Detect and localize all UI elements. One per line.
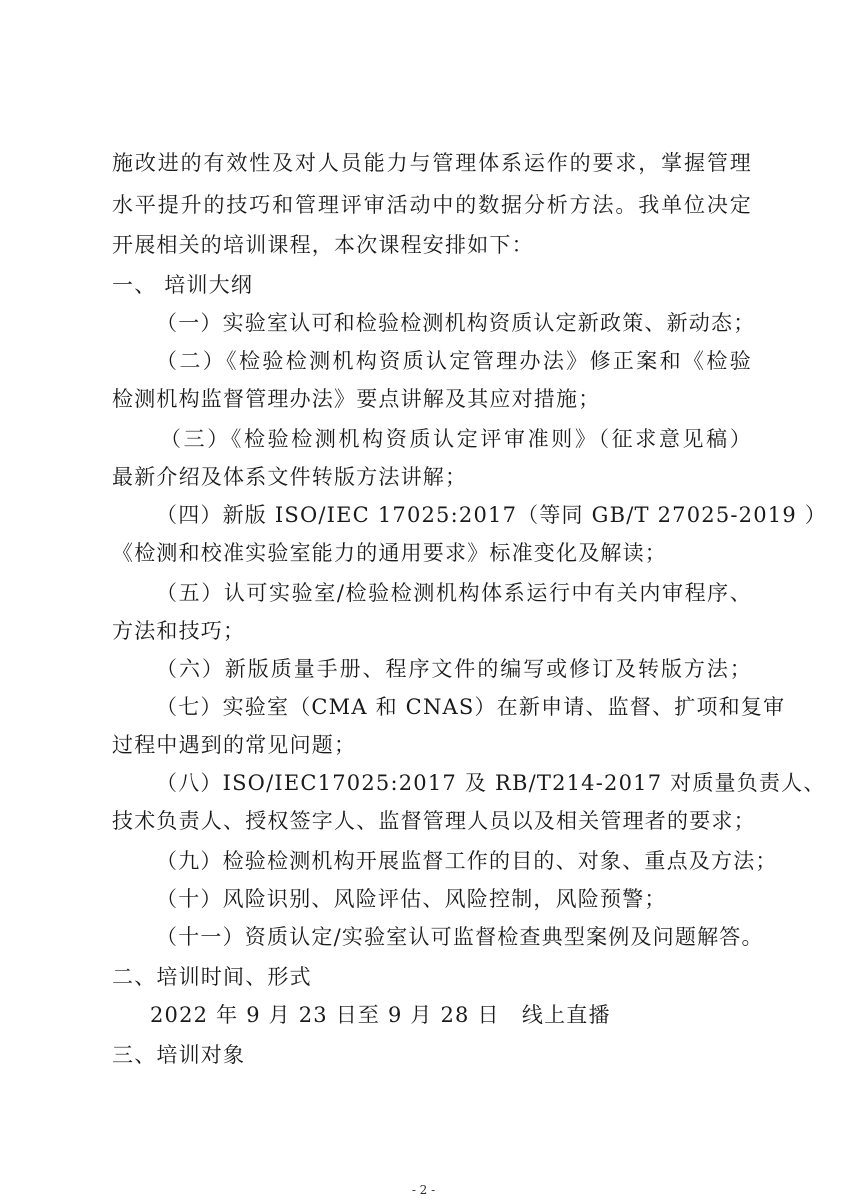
syllabus-item-9: （九）检验检测机构开展监督工作的目的、对象、重点及方法； [156, 849, 778, 873]
syllabus-item-7-cont: 过程中遇到的常见问题； [112, 733, 357, 757]
syllabus-item-1: （一）实验室认可和检验检测机构资质认定新政策、新动态； [156, 311, 756, 335]
syllabus-item-2: （二）《检验检测机构资质认定管理办法》修正案和《检验 [156, 349, 752, 373]
syllabus-item-7: （七）实验室（CMA 和 CNAS）在新申请、监督、扩项和复审 [156, 695, 786, 719]
section-heading-syllabus: 一、 培训大纲 [112, 273, 254, 297]
syllabus-item-2-cont: 检测机构监督管理办法》要点讲解及其应对措施； [112, 387, 601, 411]
body-text-line: 施改进的有效性及对人员能力与管理体系运作的要求，掌握管理 [112, 151, 752, 175]
syllabus-item-5-cont: 方法和技巧； [112, 619, 246, 643]
syllabus-item-4: （四）新版 ISO/IEC 17025:2017（等同 GB/T 27025-2019 ） [156, 503, 827, 527]
section-heading-time-format: 二、培训时间、形式 [112, 965, 312, 989]
syllabus-item-4-cont: 《检测和校准实验室能力的通用要求》标准变化及解读； [112, 541, 667, 565]
body-text-line: 开展相关的培训课程，本次课程安排如下： [112, 233, 534, 257]
body-text-line: 水平提升的技巧和管理评审活动中的数据分析方法。我单位决定 [112, 193, 752, 217]
training-time-text: 2022 年 9 月 23 日至 9 月 28 日 线上直播 [150, 1003, 611, 1027]
page-number: - 2 - [411, 1183, 436, 1197]
syllabus-item-5: （五）认可实验室/检验检测机构体系运行中有关内审程序、 [156, 581, 752, 605]
syllabus-item-10: （十）风险识别、风险评估、风险控制，风险预警； [156, 887, 667, 911]
section-heading-audience: 三、培训对象 [112, 1043, 246, 1067]
syllabus-item-11: （十一）资质认定/实验室认可监督检查典型案例及问题解答。 [156, 925, 764, 949]
syllabus-item-3: （三）《检验检测机构资质认定评审准则》（征求意见稿） [160, 427, 752, 451]
syllabus-item-3-cont: 最新介绍及体系文件转版方法讲解； [112, 465, 468, 489]
syllabus-item-8-cont: 技术负责人、授权签字人、监督管理人员以及相关管理者的要求； [112, 809, 756, 833]
syllabus-item-8: （八）ISO/IEC17025:2017 及 RB/T214-2017 对质量负责人、 [156, 771, 826, 795]
syllabus-item-6: （六）新版质量手册、程序文件的编写或修订及转版方法； [156, 657, 752, 681]
